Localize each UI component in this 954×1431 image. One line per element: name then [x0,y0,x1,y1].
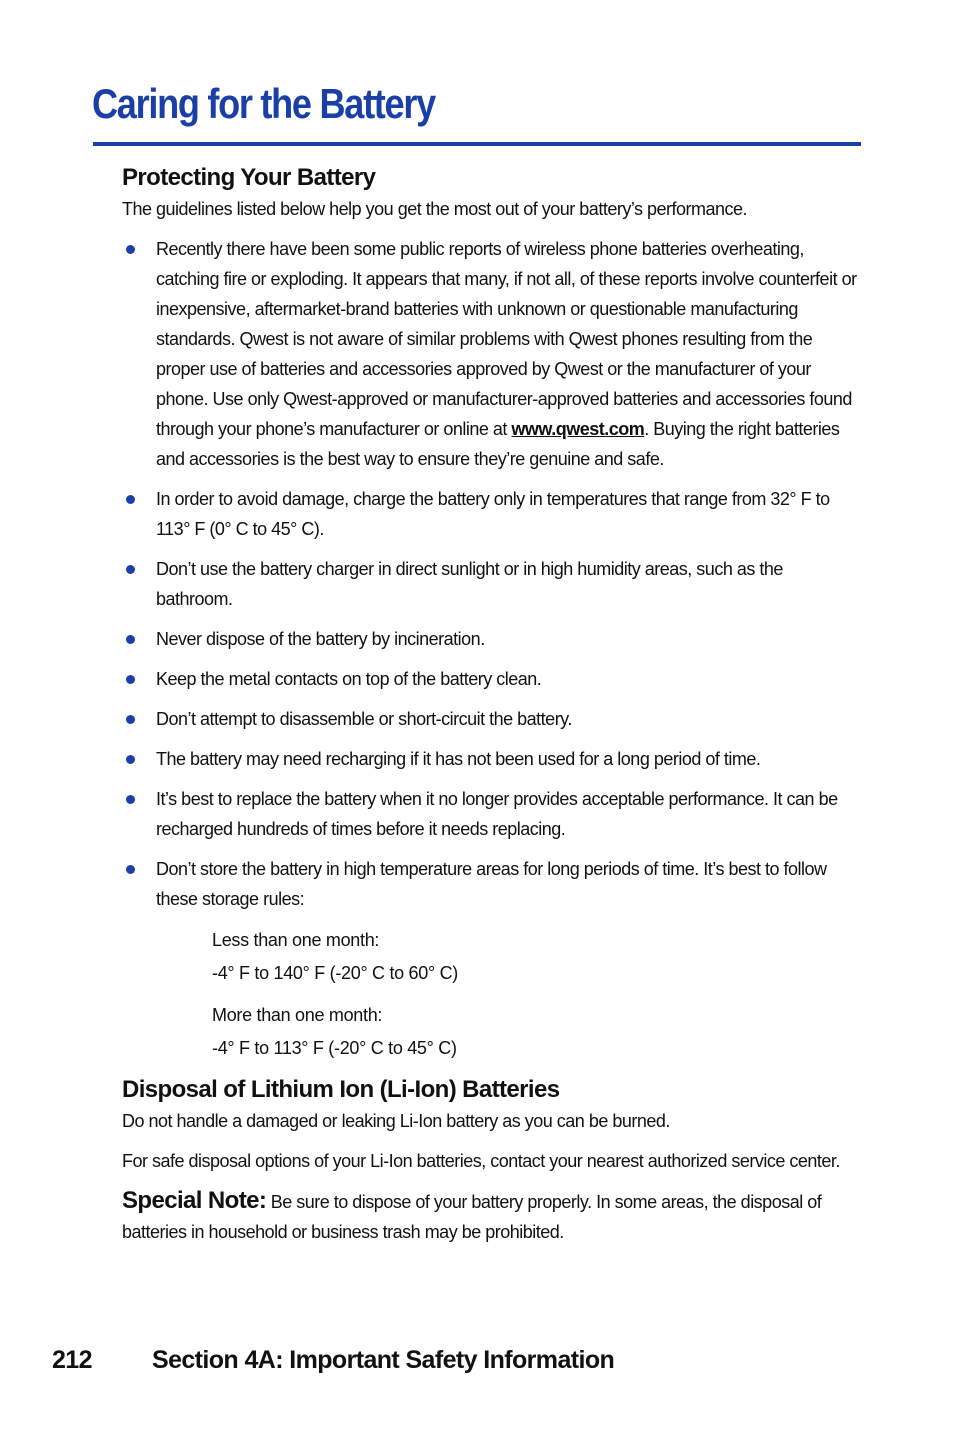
storage-short-term [212,924,858,990]
special-note [122,1186,858,1247]
page-footer [52,1346,614,1375]
page-title: Caring for the Battery [92,80,435,127]
bullet-dot-icon [126,245,135,254]
disposal-para-2: For safe disposal options of your Li-Ion batteries, contact your nearest authorized service center. [122,1151,840,1171]
bullet-text: Don’t use the battery charger in direct sunlight or in high humidity areas, such as the bathroom. [156,559,783,609]
bullet-text: Don’t attempt to disassemble or short-circuit the battery. [156,709,572,729]
title-rule [93,142,861,146]
bullet-text: Don’t store the battery in high temperature areas for long periods of time. It’s best to follow these storage rules: [156,859,827,909]
bullet-dot-icon [126,755,135,764]
bullet-dot-icon [126,675,135,684]
storage-long-label: More than one month: [212,1005,383,1025]
bullet-text: Recently there have been some public reports of wireless phone batteries overheating, catching fire or exploding. It appears that many, if not all, of these reports involve counterfeit or inexpensive, aftermarket-brand batteries with unknown or questionable manufacturing standards. Qwest is not aware of similar problems with Qwest phones resulting from the proper use of batteries and accessories approved by Qwest or the manufacturer of your phone. Use only Qwest-approved or manufacturer-approved batteries and accessories found through your phone’s manufacturer or online at [156,239,857,439]
list-item [122,854,858,914]
footer-section-title: Section 4A: Important Safety Information [152,1346,615,1374]
list-item [122,784,858,844]
storage-long-term [212,999,858,1065]
page-number: 212 [52,1346,92,1374]
bullet-dot-icon [126,565,135,574]
list-item [122,234,858,474]
protecting-intro: The guidelines listed below help you get the most out of your battery’s performance. [122,199,748,219]
list-item [122,484,858,544]
list-item [122,704,858,734]
bullet-dot-icon [126,795,135,804]
bullet-text: Never dispose of the battery by incineration. [156,629,485,649]
bullet-dot-icon [126,715,135,724]
disposal-heading: Disposal of Lithium Ion (Li-Ion) Batteries [122,1076,560,1103]
bullet-text: In order to avoid damage, charge the battery only in temperatures that range from 32° F to 113° F (0° C to 45° C). [156,489,830,539]
bullet-text: . Buying the right batteries and accessories is the best way to ensure they’re genuine and safe. [156,419,840,469]
battery-guidelines-list [122,234,858,914]
bullet-dot-icon [126,495,135,504]
list-item [122,554,858,614]
special-note-label: Special Note: [122,1187,267,1214]
list-item [122,664,858,694]
bullet-text: It’s best to replace the battery when it no longer provides acceptable performance. It can be recharged hundreds of times before it needs replacing. [156,789,838,839]
list-item [122,624,858,654]
storage-rules [212,924,858,1065]
disposal-para-1: Do not handle a damaged or leaking Li-Ion battery as you can be burned. [122,1111,670,1131]
special-note-text: Be sure to dispose of your battery properly. In some areas, the disposal of batteries in household or business trash may be prohibited. [122,1192,822,1242]
qwest-link[interactable]: www.qwest.com [511,419,645,439]
list-item [122,744,858,774]
bullet-dot-icon [126,865,135,874]
bullet-text: Keep the metal contacts on top of the battery clean. [156,669,542,689]
storage-short-range: -4° F to 140° F (-20° C to 60° C) [212,963,458,983]
storage-long-range: -4° F to 113° F (-20° C to 45° C) [212,1038,457,1058]
bullet-text: The battery may need recharging if it has not been used for a long period of time. [156,749,761,769]
content [122,162,858,1247]
protecting-heading: Protecting Your Battery [122,164,376,191]
bullet-dot-icon [126,635,135,644]
storage-short-label: Less than one month: [212,930,380,950]
